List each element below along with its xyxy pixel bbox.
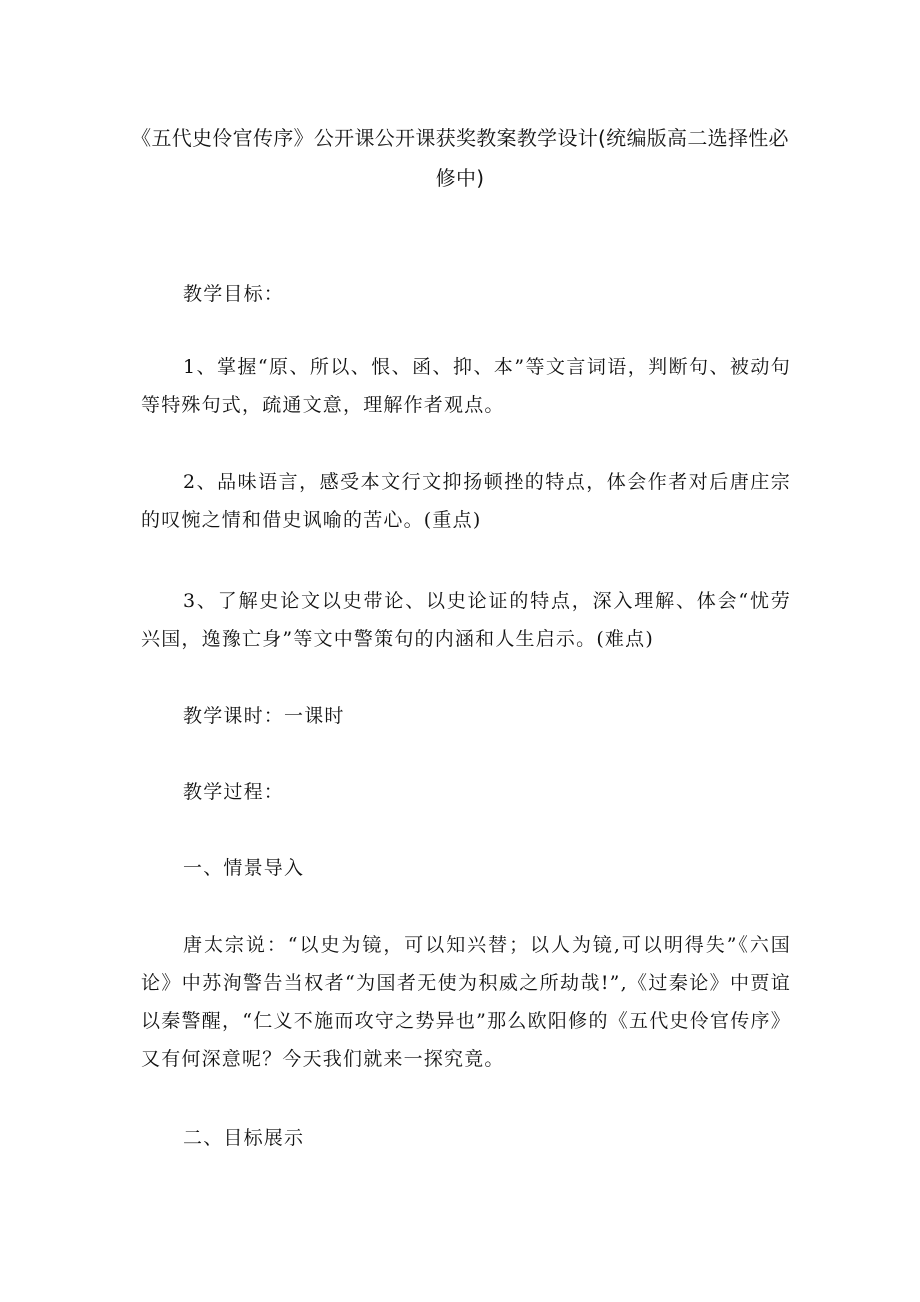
section-heading-teaching-process: 教学过程： <box>183 781 285 803</box>
section-heading-teaching-goals: 教学目标： <box>183 283 285 305</box>
goal-item-3: 3、了解史论文以史带论、以史论证的特点，深入理解、体会“忧劳兴国，逸豫亡身”等文中警策句的内涵和人生启示。(难点) <box>141 590 791 650</box>
teaching-hours: 教学课时：一课时 <box>183 705 345 727</box>
goal-item-1: 1、掌握“原、所以、恨、函、抑、本”等文言词语，判断句、被动句等特殊句式，疏通文意，理解作者观点。 <box>141 356 791 416</box>
intro-paragraph: 唐太宗说：“以史为镜，可以知兴替；以人为镜,可以明得失”《六国论》中苏洵警告当权者“为国者无使为积威之所劫哉!”,《过秦论》中贾谊以秦警醒，“仁义不施而攻守之势异也”那么欧阳修的《五代史伶官传序》又有何深意呢？今天我们就来一探究竟。 <box>141 934 791 1070</box>
goal-item-2: 2、品味语言，感受本文行文抑扬顿挫的特点，体会作者对后唐庄宗的叹惋之情和借史讽喻的苦心。(重点) <box>141 471 791 531</box>
step-heading-goal-display: 二、目标展示 <box>183 1127 305 1149</box>
document-title: 《五代史伶官传序》公开课公开课获奖教案教学设计(统编版高二选择性必修中) <box>131 126 789 190</box>
step-heading-intro: 一、情景导入 <box>183 857 305 879</box>
